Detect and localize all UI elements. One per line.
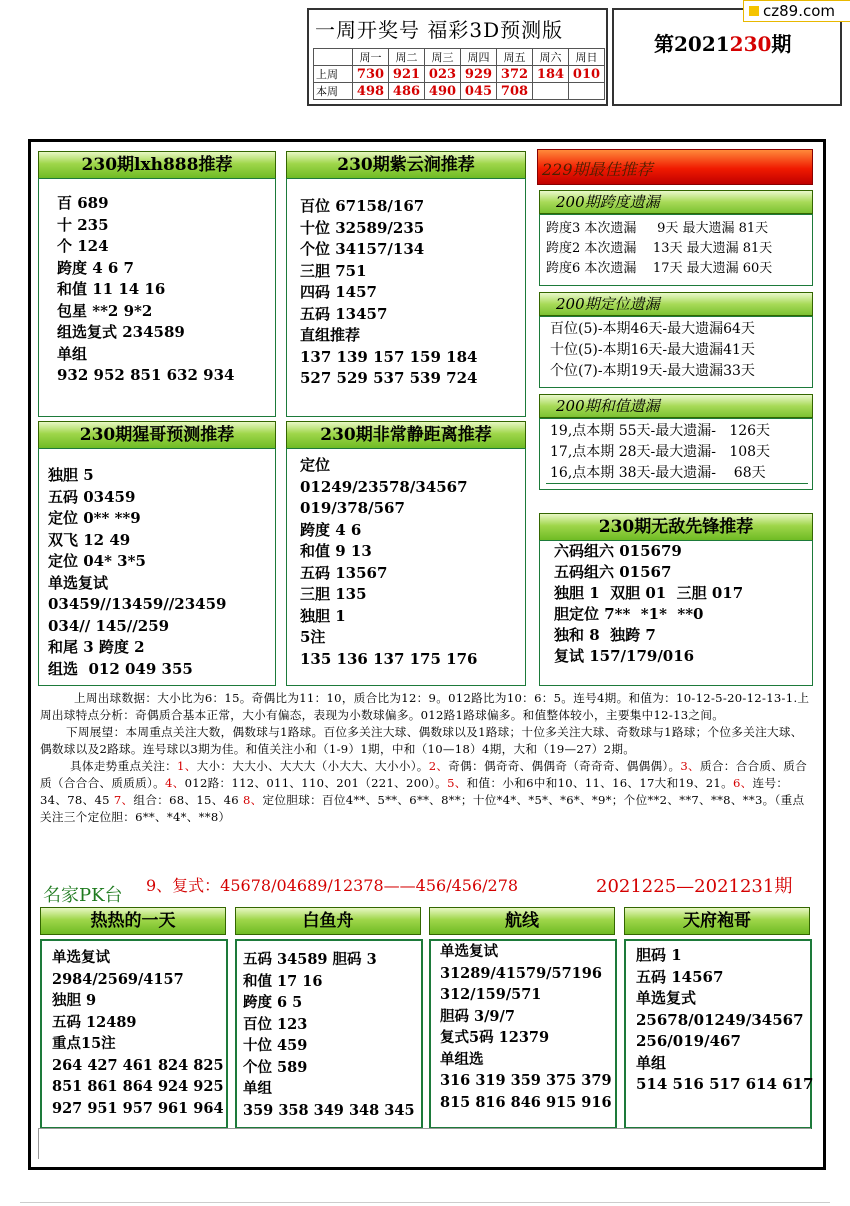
content-line: 定位 04* 3*5 bbox=[48, 552, 146, 570]
trend-num: 2、 bbox=[428, 759, 449, 773]
content-line: 单组选 bbox=[440, 1050, 484, 1068]
content-line: 137 139 157 159 184 bbox=[300, 347, 478, 366]
content-line: 三胆 135 bbox=[300, 585, 367, 603]
issue-box bbox=[612, 8, 842, 106]
content-line: 独胆 1 bbox=[300, 606, 346, 625]
content-line: 个位 589 bbox=[243, 1058, 308, 1076]
divider bbox=[546, 483, 808, 484]
content-line: 25678/01249/34567 bbox=[636, 1010, 804, 1029]
day-header: 周三 bbox=[425, 49, 461, 66]
trend-num: 1、 bbox=[177, 759, 197, 773]
analysis-para-last-week: 上周出球数据：大小比为6：15。奇偶比为11：10，质合比为12：9。012路比为10：6：5。连号4期。和值为：10-12-5-20-12-13-1.上周出球特点分析：奇偶质合基本正常，大小有偏态，表现为小数球偏多。012路1路球偏多。和值整体较小，主要集中12-13之间。 bbox=[40, 691, 810, 722]
content-line: 5注 bbox=[300, 628, 326, 646]
header-title: 一周开奖号 福彩3D预测版 bbox=[315, 18, 564, 42]
trend-text: 奇偶：偶奇奇、偶偶奇（奇奇奇、偶偶偶）。 bbox=[448, 759, 681, 773]
content-line: 单选复试 bbox=[52, 949, 110, 966]
position-miss-content bbox=[550, 319, 755, 382]
content-line: 16,点本期 38天-最大遗漏- 68天 bbox=[550, 465, 766, 481]
content-line: 重点15注 bbox=[52, 1035, 116, 1052]
content-line: 927 951 957 961 964 bbox=[52, 1099, 224, 1117]
trend-num: 8、 bbox=[242, 793, 263, 807]
content-line: 五码组六 01567 bbox=[554, 563, 672, 581]
content-line: 四码 1457 bbox=[300, 283, 377, 301]
content-line: 跨度3 本次遗漏 9天 最大遗漏 81天 bbox=[546, 221, 769, 236]
analysis-text bbox=[40, 690, 810, 826]
best-recommend-title: 229期最佳推荐 bbox=[542, 160, 653, 179]
trend-num: 6、 bbox=[732, 776, 753, 790]
trend-text: 定位胆球：百位4**、5**、6**、8**；十位*4*、*5*、*6*、*9*；个位**2、**7、**8、**3。（重点关注三个定位胆：6**、*4*、**8） bbox=[40, 793, 805, 824]
row-label: 上周 bbox=[314, 66, 353, 83]
content-line: 三胆 751 bbox=[300, 261, 367, 280]
pk-baiyuzhou-content bbox=[243, 949, 415, 1121]
analysis-para-trend bbox=[40, 758, 810, 826]
trend-text: 质合：合合质、质合质（合合合、质质质）。 bbox=[40, 759, 807, 790]
content-line: 和尾 3 跨度 2 bbox=[48, 638, 145, 656]
content-line: 独胆 1 双胆 01 三胆 017 bbox=[554, 584, 744, 602]
content-line: 百位 123 bbox=[243, 1015, 308, 1033]
content-line: 单组 bbox=[243, 1080, 272, 1097]
logo-square-icon bbox=[749, 6, 759, 16]
analysis-para-outlook: 下周展望：本周重点关注大数，偶数球与1路球。百位多关注大球、偶数球以及1路球；十位多关注大球、奇数球与1路球；个位多关注大球、偶数球以及2路球。连号球以3期为佳。和值关注小和（1-9）1期，中和（10—18）4期，大和（19—27）2期。 bbox=[40, 725, 803, 756]
content-line: 31289/41579/57196 bbox=[440, 964, 602, 982]
content-line: 组选复式 234589 bbox=[57, 323, 185, 341]
content-line: 个 124 bbox=[57, 237, 109, 255]
content-line: 百位(5)-本期46天-最大遗漏64天 bbox=[550, 321, 755, 337]
content-line: 六码组六 015679 bbox=[554, 542, 682, 560]
draw-number: 184 bbox=[533, 66, 569, 83]
content-line: 五码 14567 bbox=[636, 967, 724, 986]
sum-miss-content bbox=[550, 421, 770, 484]
pk-column-rere bbox=[40, 939, 228, 1129]
footer-divider bbox=[20, 1202, 830, 1203]
content-line: 个位 34157/134 bbox=[300, 240, 425, 258]
content-line: 定位 bbox=[300, 456, 331, 474]
content-line: 256/019/467 bbox=[636, 1032, 741, 1050]
header-box bbox=[307, 8, 608, 106]
content-line: 01249/23578/34567 bbox=[300, 477, 468, 496]
content-line: 单选复试 bbox=[440, 943, 498, 960]
pk-column-tianfu bbox=[624, 939, 812, 1129]
trend-text: 大小：大大小、大大大（小大大、大小小）。 bbox=[196, 759, 429, 773]
pk-rere-content bbox=[52, 947, 224, 1119]
panel-jingjuli bbox=[286, 448, 526, 686]
panel-wudi-content bbox=[554, 541, 743, 667]
content-line: 851 861 864 924 925 bbox=[52, 1078, 224, 1095]
panel-lxh888-content bbox=[57, 193, 234, 387]
content-line: 359 358 349 348 345 bbox=[243, 1101, 415, 1119]
panel-jingjuli-content bbox=[300, 455, 477, 670]
day-header: 周四 bbox=[461, 49, 497, 66]
pk-title-rere: 热热的一天 bbox=[40, 907, 226, 935]
content-line: 胆码 1 bbox=[636, 946, 682, 964]
corner-cell bbox=[314, 49, 353, 66]
trend-text: 和值：小和6中和10、11、16、17大和19、21。 bbox=[466, 776, 733, 790]
content-line: 和值 17 16 bbox=[243, 972, 323, 990]
content-line: 单组 bbox=[636, 1053, 667, 1072]
site-logo[interactable] bbox=[743, 0, 850, 22]
row-label: 本周 bbox=[314, 83, 353, 100]
content-line: 百位 67158/167 bbox=[300, 197, 425, 215]
content-line: 17,点本期 28天-最大遗漏- 108天 bbox=[550, 444, 771, 460]
panel-xingge-content bbox=[48, 465, 226, 680]
content-line: 19,点本期 55天-最大遗漏- 126天 bbox=[550, 423, 771, 439]
content-line: 跨度6 本次遗漏 17天 最大遗漏 60天 bbox=[546, 261, 773, 276]
content-line: 五码 13457 bbox=[300, 304, 388, 323]
draw-number: 045 bbox=[461, 83, 497, 100]
day-header: 周日 bbox=[569, 49, 605, 66]
content-line: 815 816 846 915 916 bbox=[440, 1093, 612, 1111]
day-header: 周五 bbox=[497, 49, 533, 66]
content-line: 胆码 3/9/7 bbox=[440, 1007, 515, 1025]
pk-tianfu-content bbox=[636, 945, 813, 1096]
content-line: 单组 bbox=[57, 344, 88, 363]
issue-range: 2021225—2021231期 bbox=[596, 876, 793, 897]
draw-number bbox=[533, 83, 569, 100]
pk-column-hangxian bbox=[429, 939, 617, 1129]
content-line: 跨度 4 6 7 bbox=[57, 258, 134, 277]
content-line: 十位(5)-本期16天-最大遗漏41天 bbox=[550, 342, 755, 358]
pk-title-tianfu: 天府袍哥 bbox=[624, 907, 810, 935]
pk-section-title: 名家PK台 bbox=[43, 885, 123, 906]
panel-ziyunjian-content bbox=[300, 196, 477, 390]
issue-title bbox=[654, 28, 791, 57]
panel-title-lxh888: 230期lxh888推荐 bbox=[38, 151, 276, 179]
pk-title-hangxian: 航线 bbox=[429, 907, 615, 935]
content-line: 独胆 5 bbox=[48, 466, 94, 484]
content-line: 跨度 6 5 bbox=[243, 994, 303, 1011]
trend-text: 连号：34、78、45 bbox=[40, 776, 789, 807]
span-miss-title: 200期跨度遗漏 bbox=[539, 190, 813, 214]
content-line: 包星 **2 9*2 bbox=[57, 301, 153, 320]
content-line: 和值 9 13 bbox=[300, 542, 372, 560]
pk-title-baiyuzhou: 白鱼舟 bbox=[235, 907, 421, 935]
position-miss-box bbox=[539, 316, 813, 388]
day-header: 周六 bbox=[533, 49, 569, 66]
draw-number: 730 bbox=[353, 66, 389, 83]
content-line: 双飞 12 49 bbox=[48, 530, 131, 549]
content-line: 135 136 137 175 176 bbox=[300, 649, 478, 668]
content-line: 五码 03459 bbox=[48, 487, 136, 506]
draw-number: 929 bbox=[461, 66, 497, 83]
content-line: 十位 459 bbox=[243, 1037, 308, 1054]
draw-number: 921 bbox=[389, 66, 425, 83]
content-line: 十 235 bbox=[57, 215, 109, 234]
trend-num: 5、 bbox=[447, 776, 467, 790]
draw-number: 023 bbox=[425, 66, 461, 83]
issue-number: 230 bbox=[729, 32, 772, 56]
position-miss-title: 200期定位遗漏 bbox=[539, 292, 813, 316]
content-line: 2984/2569/4157 bbox=[52, 970, 184, 988]
content-line: 264 427 461 824 825 bbox=[52, 1056, 224, 1074]
content-line: 直组推荐 bbox=[300, 326, 361, 344]
compound-recommend: 9、复式：45678/04689/12378——456/456/278 bbox=[146, 876, 519, 895]
panel-title-ziyunjian: 230期紫云涧推荐 bbox=[286, 151, 526, 179]
content-line: 五码 13567 bbox=[300, 563, 388, 582]
weekly-draw-table bbox=[313, 48, 605, 100]
day-header: 周二 bbox=[389, 49, 425, 66]
bottom-empty-area bbox=[38, 1128, 811, 1159]
pk-hangxian-content bbox=[440, 941, 612, 1113]
content-line: 十位 32589/235 bbox=[300, 218, 425, 237]
content-line: 019/378/567 bbox=[300, 499, 405, 517]
logo-text: cz89.com bbox=[763, 2, 836, 20]
trend-text: 组合：68、15、46 bbox=[133, 793, 243, 807]
panel-title-wudi: 230期无敌先锋推荐 bbox=[539, 513, 813, 541]
day-header: 周一 bbox=[353, 49, 389, 66]
content-line: 胆定位 7** *1* **0 bbox=[554, 605, 704, 623]
trend-lead: 具体走势重点关注： bbox=[70, 759, 178, 773]
draw-number: 372 bbox=[497, 66, 533, 83]
content-line: 组选 012 049 355 bbox=[48, 659, 193, 678]
content-line: 独胆 9 bbox=[52, 992, 97, 1009]
content-line: 五码 34589 胆码 3 bbox=[243, 951, 377, 968]
content-line: 百 689 bbox=[57, 194, 109, 212]
content-line: 独和 8 独跨 7 bbox=[554, 626, 656, 644]
trend-num: 3、 bbox=[680, 759, 700, 773]
span-miss-content bbox=[546, 219, 772, 279]
draw-number: 498 bbox=[353, 83, 389, 100]
content-line: 932 952 851 632 934 bbox=[57, 366, 235, 384]
content-line: 和值 11 14 16 bbox=[57, 280, 166, 298]
content-line: 单选复试 bbox=[48, 573, 109, 592]
issue-suffix: 期 bbox=[771, 32, 792, 56]
best-recommend-banner bbox=[537, 149, 813, 185]
content-line: 03459//13459//23459 bbox=[48, 595, 227, 613]
content-line: 定位 0** **9 bbox=[48, 509, 141, 527]
content-line: 复式5码 12379 bbox=[440, 1029, 550, 1046]
draw-number: 490 bbox=[425, 83, 461, 100]
content-line: 个位(7)-本期19天-最大遗漏33天 bbox=[550, 363, 755, 379]
draw-number bbox=[569, 83, 605, 100]
issue-prefix: 第2021 bbox=[654, 32, 730, 56]
content-line: 514 516 517 614 617 bbox=[636, 1075, 814, 1093]
content-line: 034// 145//259 bbox=[48, 616, 170, 635]
content-line: 跨度 4 6 bbox=[300, 520, 362, 539]
panel-xingge bbox=[38, 448, 276, 686]
panel-wudi bbox=[539, 540, 813, 686]
content-line: 跨度2 本次遗漏 13天 最大遗漏 81天 bbox=[546, 241, 773, 256]
panel-lxh888 bbox=[38, 178, 276, 417]
content-line: 复试 157/179/016 bbox=[554, 647, 695, 665]
content-line: 316 319 359 375 379 bbox=[440, 1072, 612, 1089]
content-line: 312/159/571 bbox=[440, 986, 542, 1003]
panel-title-xingge: 230期猩哥预测推荐 bbox=[38, 421, 276, 449]
draw-number: 708 bbox=[497, 83, 533, 100]
content-line: 五码 12489 bbox=[52, 1013, 137, 1031]
draw-number: 486 bbox=[389, 83, 425, 100]
panel-title-jingjuli: 230期非常静距离推荐 bbox=[286, 421, 526, 449]
trend-text: 012路：112、011、110、201（221、200）。 bbox=[184, 776, 448, 790]
sum-miss-box bbox=[539, 418, 813, 490]
panel-ziyunjian bbox=[286, 178, 526, 417]
content-line: 527 529 537 539 724 bbox=[300, 369, 478, 387]
trend-num: 4、 bbox=[165, 776, 185, 790]
draw-number: 010 bbox=[569, 66, 605, 83]
content-line: 单选复式 bbox=[636, 989, 697, 1007]
sum-miss-title: 200期和值遗漏 bbox=[539, 394, 813, 418]
span-miss-box bbox=[539, 214, 813, 286]
trend-num: 7、 bbox=[113, 793, 134, 807]
pk-column-baiyuzhou bbox=[235, 939, 423, 1129]
